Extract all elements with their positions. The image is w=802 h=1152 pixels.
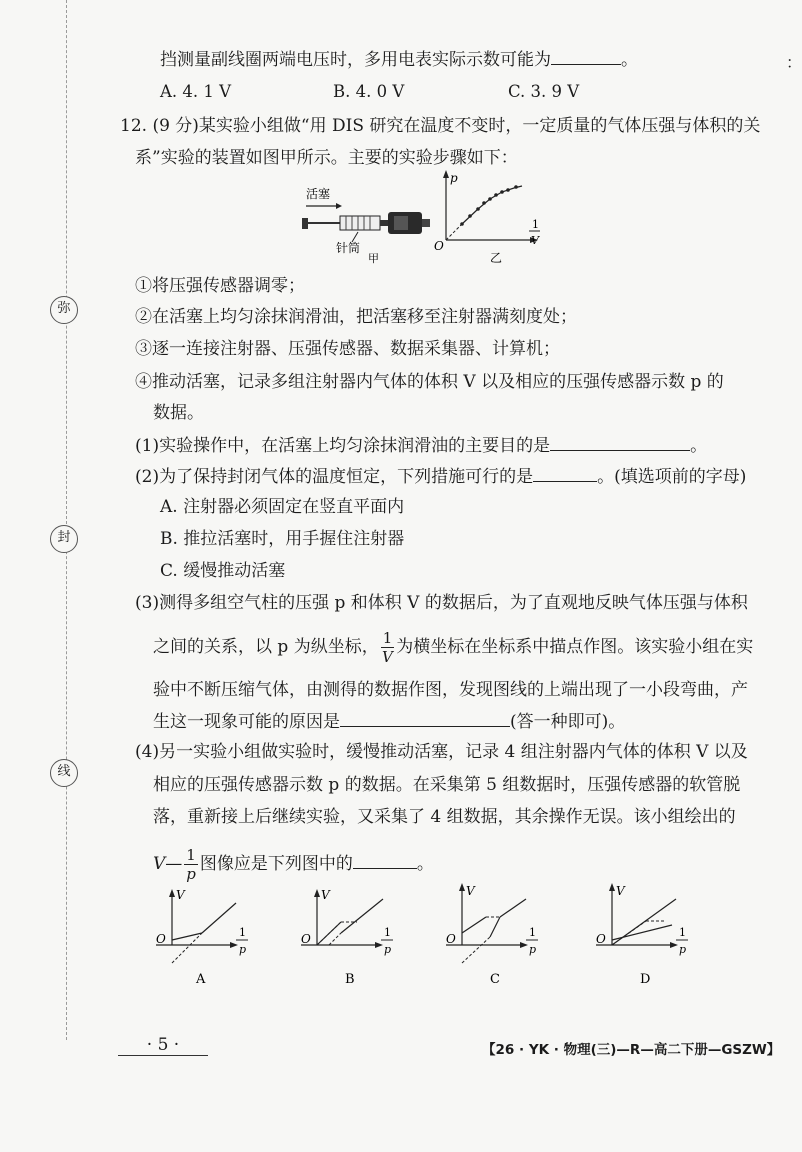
graph-option-c	[440, 885, 550, 990]
svg-text:O: O	[446, 932, 456, 946]
label-barrel: 针筒	[336, 241, 361, 255]
svg-text:p: p	[679, 943, 687, 956]
prev-option-b: B. 4. 0 V	[333, 82, 405, 101]
svg-text:1: 1	[679, 926, 686, 939]
sub-question-3-line3: 验中不断压缩气体，由测得的数据作图，发现图线的上端出现了一小段弯曲，产	[153, 680, 748, 700]
graph-a-label: A	[196, 972, 206, 987]
axis-label-den: V	[531, 234, 539, 247]
answer-blank-3[interactable]	[340, 708, 510, 727]
sub2-option-c: C. 缓慢推动活塞	[160, 561, 286, 581]
step-1: ①将压强传感器调零；	[135, 276, 305, 296]
seal-mark-mi: 弥	[50, 296, 78, 324]
q12-intro-line1: 12. (9 分)某实验小组做“用 DIS 研究在温度不变时，一定质量的气体压强与体积的关	[120, 116, 761, 136]
graph-c-label: C	[490, 972, 500, 987]
q12-intro-line2: 系”实验的装置如图甲所示。主要的实验步骤如下：	[135, 148, 518, 168]
sub-question-4-line2: 相应的压强传感器示数 p 的数据。在采集第 5 组数据时，压强传感器的软管脱	[153, 775, 741, 795]
sub-question-1: (1)实验操作中，在活塞上均匀涂抹润滑油的主要目的是 。	[135, 432, 707, 458]
seal-mark-feng: 封	[50, 525, 78, 553]
svg-text:1: 1	[239, 926, 246, 939]
figure-yi-graph	[432, 168, 552, 266]
graph-option-a	[150, 885, 260, 990]
svg-text:p: p	[384, 943, 392, 956]
svg-text:p: p	[239, 943, 247, 956]
edge-mark: ：	[786, 53, 802, 72]
svg-text:O: O	[301, 932, 311, 946]
answer-blank-4[interactable]	[353, 850, 417, 869]
sub-question-4-line1: (4)另一实验小组做实验时，缓慢推动活塞，记录 4 组注射器内气体的体积 V 以及	[135, 742, 748, 762]
label-piston: 活塞	[306, 187, 331, 201]
svg-text:p: p	[529, 943, 537, 956]
figure-jia-syringe	[300, 180, 440, 266]
graph-b-label: B	[345, 972, 355, 987]
svg-text:O: O	[156, 932, 166, 946]
answer-blank[interactable]	[551, 46, 621, 65]
sub2-option-b: B. 推拉活塞时，用手握住注射器	[160, 529, 405, 549]
answer-blank-2[interactable]	[533, 463, 597, 482]
answer-blank-1[interactable]	[550, 432, 690, 451]
axis-label-num: 1	[532, 218, 539, 231]
binding-line	[66, 0, 67, 1040]
sub-question-2: (2)为了保持封闭气体的温度恒定，下列措施可行的是 。(填选项前的字母)	[135, 463, 746, 489]
fraction-1-over-p: $\frac{1}{p}$	[186, 846, 196, 883]
step-4: ④推动活塞，记录多组注射器内气体的体积 V 以及相应的压强传感器示数 p 的	[135, 372, 724, 392]
step-4-cont: 数据。	[153, 403, 204, 423]
prev-option-a: A. 4. 1 V	[160, 82, 232, 101]
graph-d-label: D	[640, 972, 651, 987]
svg-text:V: V	[616, 884, 625, 898]
svg-text:V: V	[321, 888, 330, 902]
seal-mark-xian: 线	[50, 759, 78, 787]
svg-text:1: 1	[384, 926, 391, 939]
page-number: · 5 ·	[118, 1035, 208, 1056]
sub-question-3-line1: (3)测得多组空气柱的压强 p 和体积 V 的数据后，为了直观地反映气体压强与体积	[135, 593, 748, 613]
paper-code: 【26 · YK · 物理(三)—R—高二下册—GSZW】	[482, 1042, 781, 1058]
svg-text:V: V	[466, 884, 475, 898]
svg-text:O: O	[596, 932, 606, 946]
sub-question-4-line4: V— $\frac{1}{p}$ 图像应是下列图中的 。	[153, 846, 434, 883]
axis-label-p: p	[450, 171, 458, 185]
svg-text:V: V	[176, 888, 185, 902]
step-3: ③逐一连接注射器、压强传感器、数据采集器、计算机；	[135, 339, 560, 359]
fraction-1-over-V: $\frac{1}{V}$	[382, 629, 393, 666]
svg-text:1: 1	[529, 926, 536, 939]
prev-question-stem: 挡测量副线圈两端电压时，多用电表实际示数可能为 。	[160, 46, 638, 72]
step-2: ②在活塞上均匀涂抹润滑油，把活塞移至注射器满刻度处；	[135, 307, 577, 327]
prev-option-c: C. 3. 9 V	[508, 82, 580, 101]
figure-yi-caption: 乙	[490, 251, 503, 265]
sub-question-4-line3: 落，重新接上后继续实验，又采集了 4 组数据，其余操作无误。该小组绘出的	[153, 807, 736, 827]
sub2-option-a: A. 注射器必须固定在竖直平面内	[160, 497, 405, 517]
graph-option-b	[295, 885, 405, 990]
figure-jia-caption: 甲	[368, 252, 379, 265]
sub-question-3-line2: 之间的关系，以 p 为纵坐标， $\frac{1}{V}$ 为横坐标在坐标系中描点作图。该实验小组在实	[153, 629, 754, 666]
origin-label: O	[434, 239, 444, 253]
graph-option-d	[590, 885, 700, 990]
sub-question-3-line4: 生这一现象可能的原因是 (答一种即可)。	[153, 708, 625, 734]
